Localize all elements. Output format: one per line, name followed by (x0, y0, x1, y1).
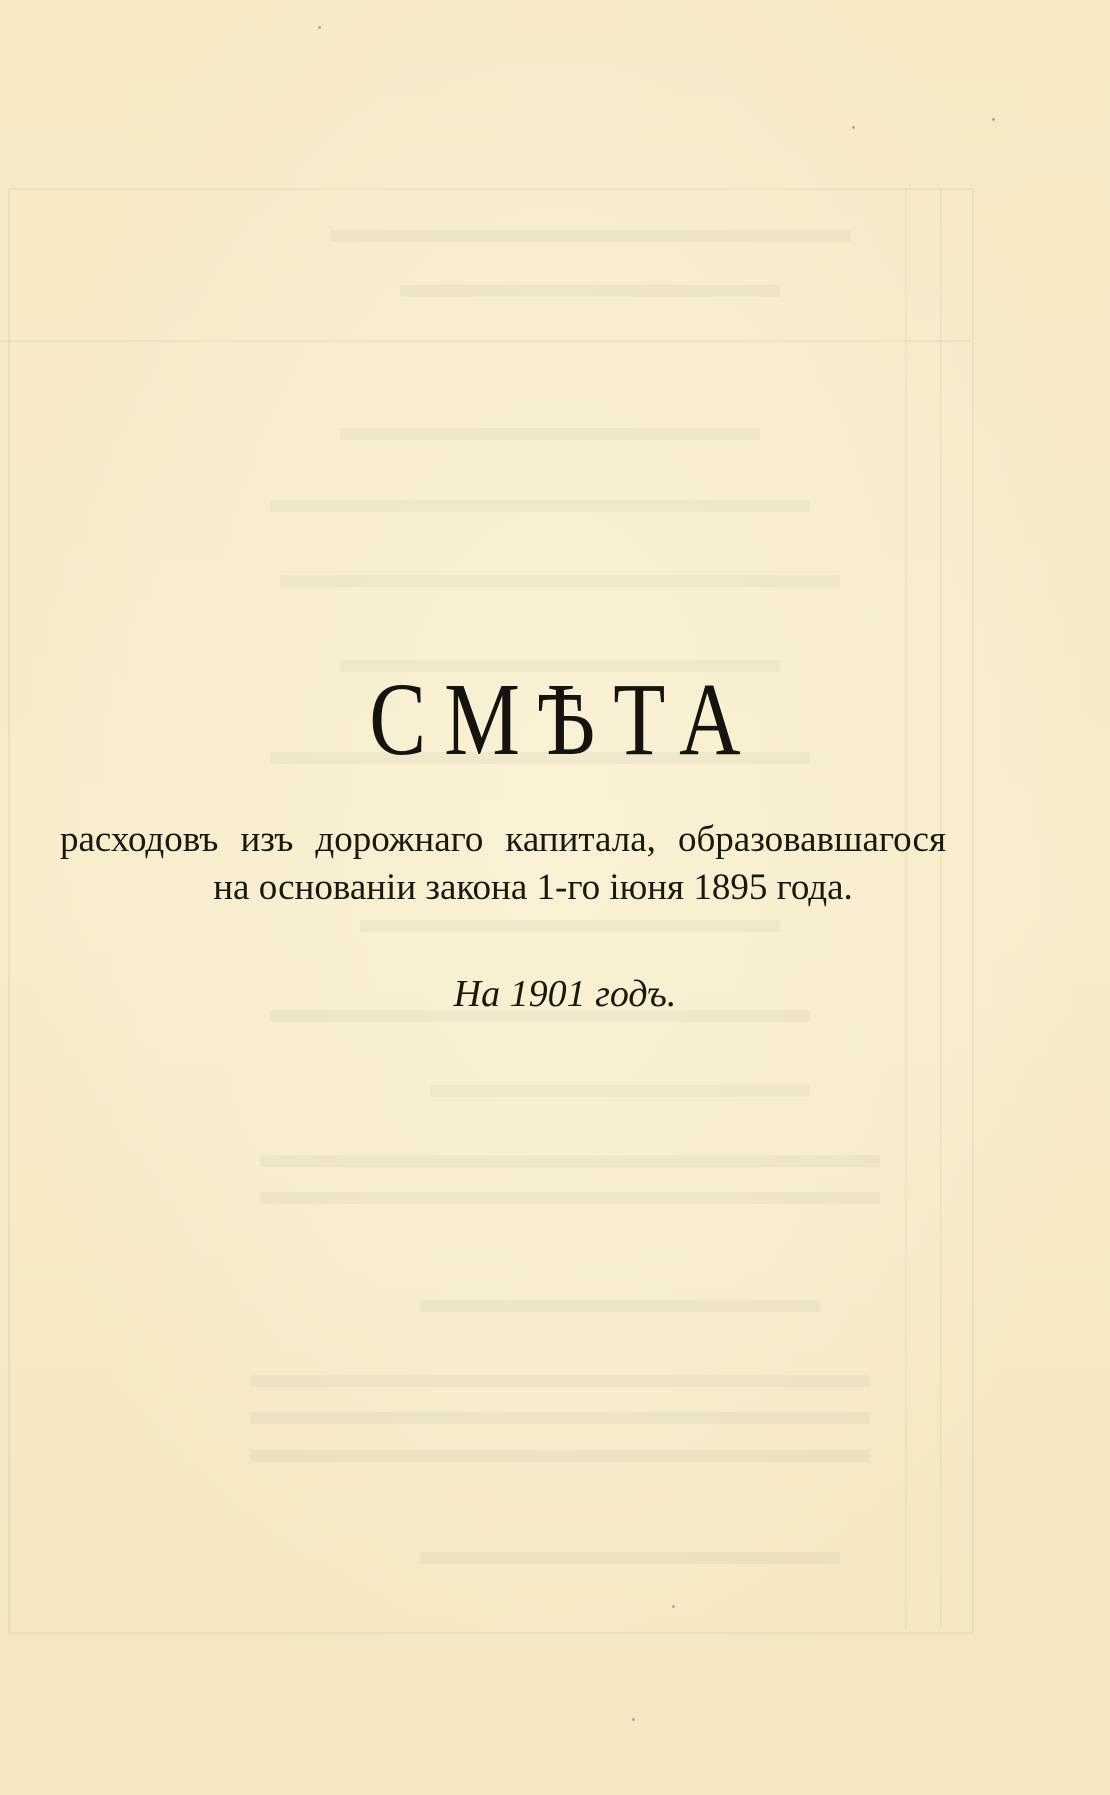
ghost-text (430, 1085, 810, 1097)
subtitle-line-2: на основанiи закона 1-го iюня 1895 года. (213, 867, 853, 908)
document-subtitle (60, 816, 946, 912)
ghost-text (400, 285, 780, 297)
subtitle-line-1: расходовъ изъ дорожнаго капитала, образовавшагося (60, 819, 946, 860)
ghost-text (330, 230, 850, 242)
paper-speck (318, 26, 321, 29)
paper-speck (632, 1718, 635, 1721)
ghost-text (260, 1192, 880, 1204)
ghost-rule (0, 340, 970, 342)
ghost-text (360, 920, 780, 932)
ghost-text (420, 1300, 820, 1312)
year-label: На 1901 годъ. (453, 973, 677, 1015)
paper-speck (672, 1605, 675, 1608)
ghost-text (340, 428, 760, 440)
ghost-text (270, 500, 810, 512)
ghost-text (420, 1552, 840, 1564)
document-title: СМѢТА (369, 662, 759, 777)
paper-speck (992, 118, 995, 121)
ghost-text (250, 1450, 870, 1462)
ghost-text (250, 1375, 870, 1387)
paper-speck (852, 126, 855, 129)
ghost-text (280, 575, 840, 587)
ghost-text (250, 1412, 870, 1424)
ghost-text (260, 1155, 880, 1167)
